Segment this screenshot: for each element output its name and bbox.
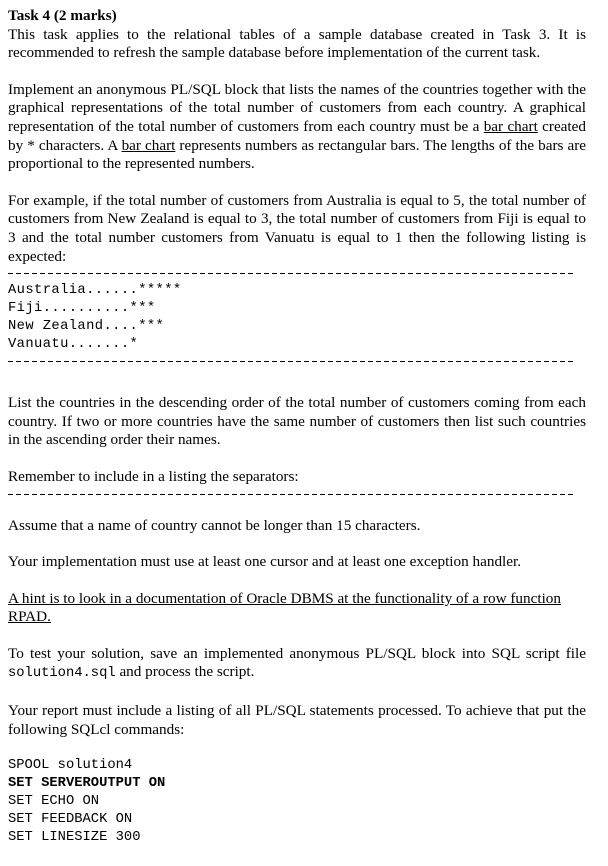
requirement-paragraph bbox=[8, 81, 586, 174]
bar-chart-term-2: bar chart bbox=[121, 136, 176, 154]
separator-line bbox=[8, 269, 574, 277]
report-paragraph: Your report must include a listing of all PL/SQL statements processed. To achieve that put the following SQLcl commands: bbox=[8, 702, 586, 738]
command-line: SPOOL solution4 bbox=[8, 758, 133, 774]
separator-line bbox=[8, 490, 574, 498]
sqlcl-commands bbox=[8, 757, 586, 847]
separators-paragraph: Remember to include in a listing the separators: bbox=[8, 467, 299, 485]
test-text-a: To test your solution, save an implemented anonymous PL/SQL block into SQL script file bbox=[8, 644, 586, 662]
listing-row: Vanuatu.......* bbox=[8, 337, 139, 353]
req-text-c: represents numbers as rectangular bars. The lengths of the bars are proportional to the represented numbers. bbox=[8, 136, 586, 173]
task-intro: This task applies to the relational tables of a sample database created in Task 3. It is recommended to refresh the sample database before implementation of the current task. bbox=[8, 25, 586, 62]
example-listing bbox=[8, 282, 586, 354]
ordering-paragraph: List the countries in the descending order of the total number of customers coming from each country. If two or more countries have the same number of customers then list such countries in the ascending order their names. bbox=[8, 394, 586, 449]
hint-paragraph: A hint is to look in a documentation of Oracle DBMS at the functionality of a row function RPAD. bbox=[8, 589, 561, 626]
listing-row: New Zealand....*** bbox=[8, 319, 165, 335]
command-line: SET FEEDBACK ON bbox=[8, 812, 133, 828]
task-heading: Task 4 (2 marks) bbox=[8, 7, 117, 24]
command-line: SET ECHO ON bbox=[8, 794, 100, 810]
listing-row: Fiji..........*** bbox=[8, 301, 156, 317]
bar-chart-term-1: bar chart bbox=[483, 117, 538, 135]
cursor-paragraph: Your implementation must use at least one cursor and at least one exception handler. bbox=[8, 553, 522, 571]
command-line: SET SERVEROUTPUT ON bbox=[8, 776, 166, 792]
command-line: SET LINESIZE 300 bbox=[8, 830, 141, 846]
example-paragraph: For example, if the total number of customers from Australia is equal to 5, the total number of customers from New Zealand is equal to 3, the total number of customers from Fiji is equal to 3 and the total number customers from Vanuatu is equal to 1 then the following listing is expected: bbox=[8, 191, 586, 265]
req-text-b: created by * characters. A bbox=[8, 117, 586, 154]
name-length-paragraph: Assume that a name of country cannot be longer than 15 characters. bbox=[8, 516, 421, 534]
document bbox=[8, 7, 586, 847]
script-filename: solution4.sql bbox=[8, 666, 116, 682]
separator-line bbox=[8, 357, 574, 365]
req-text-a: Implement an anonymous PL/SQL block that lists the names of the countries together with the graphical representations of the total number of customers from each country. A graphical representation of the total number of customers from each country must be a bbox=[8, 80, 586, 135]
listing-row: Australia......***** bbox=[8, 283, 182, 299]
test-paragraph bbox=[8, 645, 586, 684]
test-text-b: and process the script. bbox=[115, 663, 255, 681]
